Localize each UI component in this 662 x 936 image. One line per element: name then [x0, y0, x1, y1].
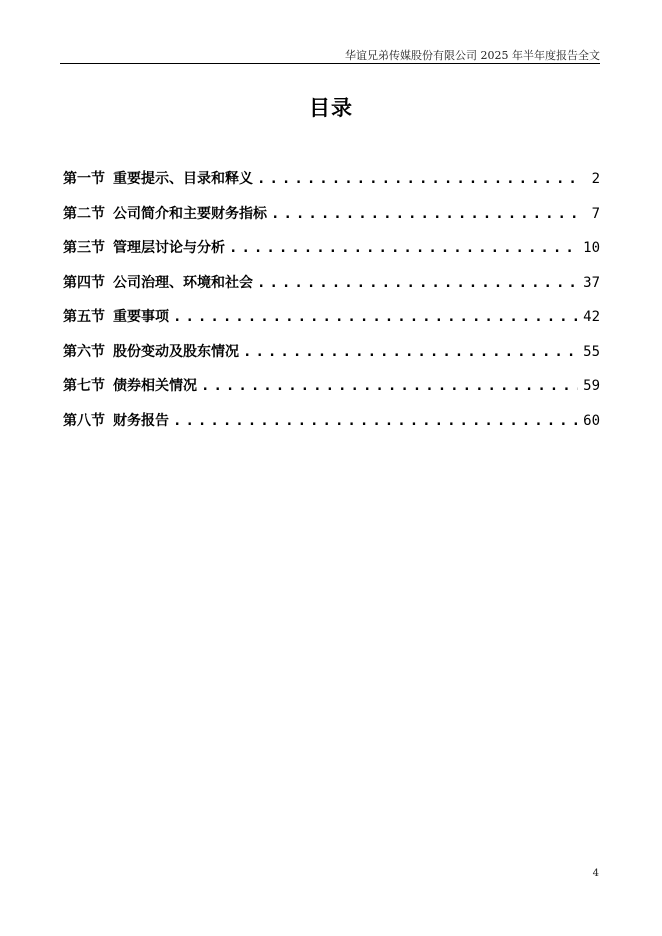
page-number: 4 — [592, 868, 599, 879]
toc-title: 目录 — [309, 96, 353, 120]
toc-page-number: 10 — [583, 240, 600, 256]
toc-section-number: 第四节 — [63, 274, 105, 291]
toc-section-title: 公司治理、环境和社会 — [113, 274, 253, 291]
toc-dot-leader — [243, 344, 578, 360]
toc-section-number: 第三节 — [63, 240, 105, 256]
header-divider — [60, 63, 600, 64]
toc-section-title: 股份变动及股东情况 — [113, 343, 239, 360]
toc-entry-1[interactable] — [63, 168, 600, 203]
toc-section-title: 管理层讨论与分析 — [113, 240, 225, 256]
toc-page-number: 37 — [583, 274, 600, 291]
toc-page-number: 55 — [583, 343, 600, 360]
toc-section-title: 公司简介和主要财务指标 — [113, 205, 267, 222]
toc-dot-leader — [173, 309, 578, 325]
toc-dot-leader — [173, 413, 578, 429]
toc-section-number: 第七节 — [63, 378, 105, 394]
toc-entry-6[interactable] — [63, 341, 600, 376]
toc-section-number: 第五节 — [63, 309, 105, 325]
toc-section-title: 债券相关情况 — [113, 378, 197, 394]
toc-section-title: 重要事项 — [113, 309, 169, 325]
toc-page-number: 42 — [583, 309, 600, 325]
toc-section-number: 第一节 — [63, 171, 105, 187]
toc-entry-7[interactable] — [63, 375, 600, 410]
toc-page-number: 59 — [583, 378, 600, 394]
toc-page-number: 2 — [591, 171, 600, 187]
toc-dot-leader — [271, 206, 578, 222]
document-header: 华谊兄弟传媒股份有限公司 2025 年半年度报告全文 — [345, 49, 600, 62]
toc-dot-leader — [257, 275, 578, 291]
toc-section-number: 第六节 — [63, 343, 105, 360]
toc-entry-8[interactable] — [63, 410, 600, 445]
toc-section-number: 第二节 — [63, 205, 105, 222]
toc-page-number: 7 — [591, 205, 600, 222]
toc-page-number: 60 — [583, 412, 600, 429]
toc-entry-2[interactable] — [63, 203, 600, 238]
toc-section-title: 财务报告 — [113, 412, 169, 429]
toc-entry-4[interactable] — [63, 272, 600, 307]
toc-entry-5[interactable] — [63, 306, 600, 341]
table-of-contents — [63, 168, 600, 444]
toc-section-title: 重要提示、目录和释义 — [113, 171, 253, 187]
toc-section-number: 第八节 — [63, 412, 105, 429]
toc-dot-leader — [229, 240, 578, 256]
toc-dot-leader — [257, 171, 578, 187]
toc-entry-3[interactable] — [63, 237, 600, 272]
toc-dot-leader — [201, 378, 578, 394]
